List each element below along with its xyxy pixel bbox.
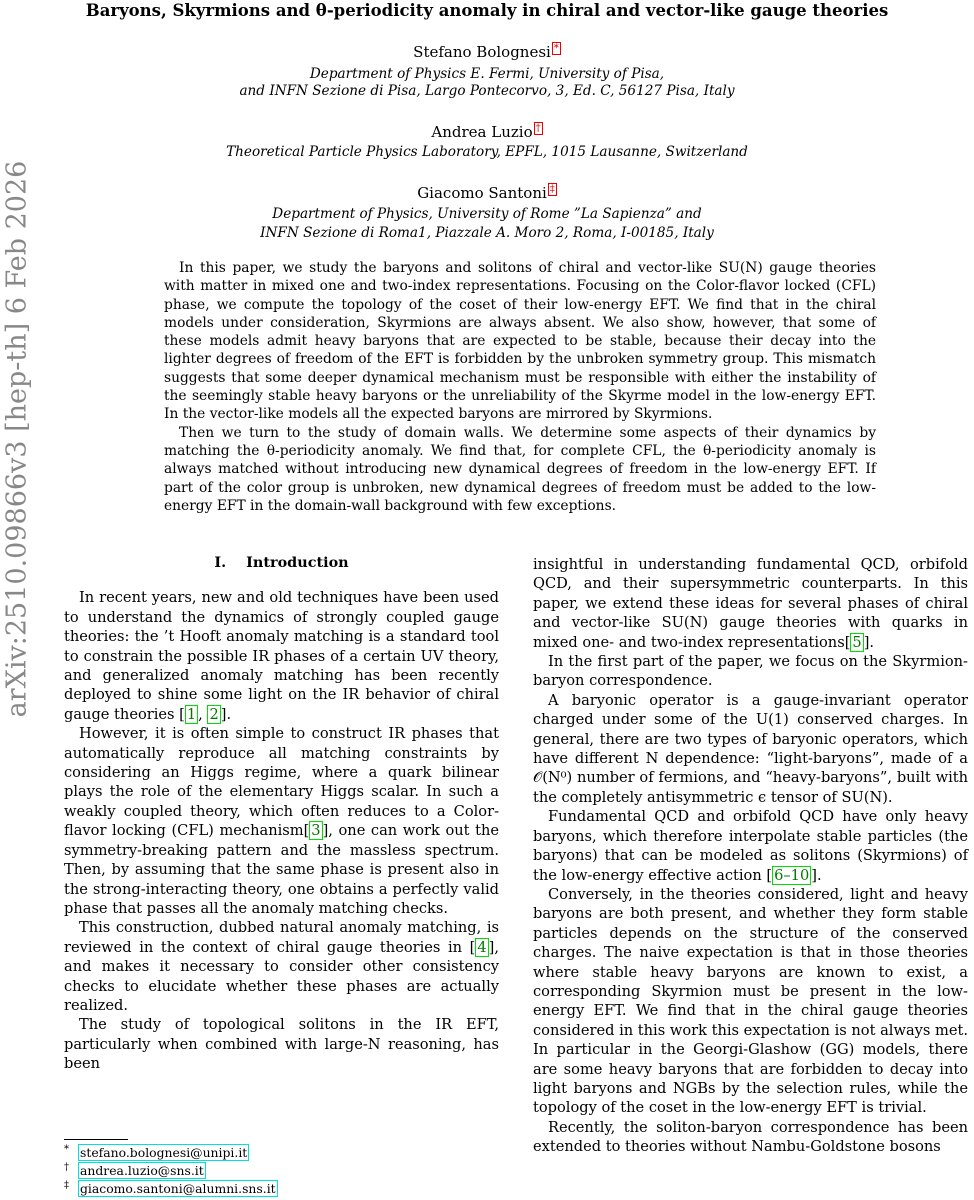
email-link[interactable]: stefano.bolognesi@unipi.it (80, 1145, 248, 1161)
author-1 (0, 43, 974, 61)
footnote-link[interactable]: ‡ (549, 184, 555, 195)
body-paragraph: Recently, the soliton-baryon correspondence has been extended to theories without Nambu-Goldstone bosons (533, 1118, 968, 1156)
footnote-link[interactable]: * (553, 43, 559, 54)
footnote-1 (64, 1145, 249, 1161)
body-paragraph: Conversely, in the theories considered, light and heavy baryons are both present, and whether they form stable particles depends on the structure of the conserved charges. The naive expectation is that in those theories where stable heavy baryons are known to exist, a corresponding Skyrmion must be present in the low-energy EFT. We find that in the chiral gauge theories considered in this work this expectation is not always met. In particular in the Georgi-Glashow (GG) models, there are some heavy baryons that are forbidden to decay into light baryons and NGBs by the selection rules, while the topology of the coset in the low-energy EFT is trivial. (533, 885, 968, 1117)
author-name: Andrea Luzio (431, 123, 533, 141)
right-column (533, 555, 968, 1157)
citation-link[interactable]: 2 (209, 705, 219, 723)
author-name: Stefano Bolognesi (413, 43, 551, 61)
footnote-2 (64, 1163, 206, 1179)
arxiv-id[interactable]: arXiv:2510.09866v3 [hep-th] 6 Feb 2026 (1, 160, 33, 718)
body-paragraph: However, it is often simple to construct IR phases that automatically reproduce all matching constraints by considering an Higgs regime, where a quark bilinear plays the role of the elementary Higgs scalar. In such a weakly coupled theory, which often reduces to a Color-flavor locking (CFL) mechanism[ 3 ], one can work out the symmetry-breaking pattern and the massless spectrum. Then, by assuming that the same phase is present also in the strong-interacting theory, one obtains a perfectly valid phase that passes all the anomaly matching checks. (64, 725, 499, 917)
footnote-3 (64, 1181, 278, 1197)
paper-title: Baryons, Skyrmions and θ-periodicity anomaly in chiral and vector-like gauge theories (85, 1, 889, 20)
section-title: Introduction (246, 554, 349, 571)
section-heading (64, 553, 499, 572)
footnote-rule (64, 1139, 128, 1140)
citation-link[interactable]: 6–10 (774, 866, 810, 884)
author-3-affiliation-line-2: INFN Sezione di Roma1, Piazzale A. Moro 2, Roma, I-00185, Italy (260, 225, 714, 241)
footnote-link[interactable]: † (535, 123, 541, 134)
abstract-paragraph-2: Then we turn to the study of domain walls. We determine some aspects of their dynamics by matching the θ-periodicity anomaly. We find that, for complete CFL, the θ-periodicity anomaly is always matched without introducing new dynamical degrees of freedom in the low-energy EFT. If part of the color group is unbroken, new dynamical degrees of freedom must be added to the low-energy EFT in the domain-wall background with few exceptions. (164, 424, 876, 514)
body-paragraph: A baryonic operator is a gauge-invariant operator charged under some of the U(1) conserved charges. In general, there are two types of baryonic operators, which have different N dependence: “light-baryons”, made of a 𝒪(N⁰) number of fermions, and “heavy-baryons”, built with the completely antisymmetric ϵ tensor of SU(N). (533, 691, 968, 806)
body-paragraph: In the first part of the paper, we focus on the Skyrmion-baryon correspondence. (533, 653, 968, 690)
footnote-symbol: * (64, 1144, 69, 1155)
author-2-affiliation: Theoretical Particle Physics Laboratory, EPFL, 1015 Lausanne, Switzerland (226, 144, 748, 160)
citation-link[interactable]: 1 (186, 705, 197, 723)
author-3-affiliation-line-1: Department of Physics, University of Rome ”La Sapienza” and (272, 206, 702, 222)
body-paragraph: Fundamental QCD and orbifold QCD have only heavy baryons, which therefore interpolate stable particles (the baryons) that can be modeled as solitons (Skyrmions) of the low-energy effective action [ 6–10 ]. (533, 808, 968, 884)
citation-link[interactable]: 5 (852, 633, 862, 651)
footnote-symbol: ‡ (64, 1180, 69, 1191)
author-1-affiliation-line-2: and INFN Sezione di Pisa, Largo Pontecorvo, 3, Ed. C, 56127 Pisa, Italy (239, 83, 735, 99)
footnote-symbol: † (64, 1162, 69, 1173)
body-paragraph: This construction, dubbed natural anomaly matching, is reviewed in the context of chiral gauge theories in [ 4 ], and makes it necessary to consider other consistency checks to elucidate whether these phases are actually realized. (64, 919, 499, 1014)
email-link[interactable]: andrea.luzio@sns.it (80, 1163, 204, 1179)
citation-link[interactable]: 4 (477, 938, 487, 956)
email-link[interactable]: giacomo.santoni@alumni.sns.it (80, 1181, 276, 1197)
left-column (64, 553, 499, 1074)
body-paragraph: The study of topological solitons in the IR EFT, particularly when combined with large-N reasoning, has been (64, 1016, 499, 1073)
arxiv-identifier-stamp (1, 160, 33, 718)
body-paragraph: insightful in understanding fundamental QCD, orbifold QCD, and their supersymmetric counterparts. In this paper, we extend these ideas for several phases of chiral and vector-like SU(N) gauge theories with quarks in mixed one- and two-index representations[ 5 ]. (533, 556, 968, 651)
author-3 (0, 184, 974, 202)
section-number: I. (214, 554, 227, 571)
abstract-paragraph-1: In this paper, we study the baryons and solitons of chiral and vector-like SU(N) gauge theories with matter in mixed one and two-index representations. Focusing on the Color-flavor locked (CFL) phase, we compute the topology of the coset of their low-energy EFT. We find that in the chiral models under consideration, Skyrmions are always absent. We also show, however, that some of these models admit heavy baryons that are expected to be stable, because their decay into the lighter degrees of freedom of the EFT is forbidden by the unbroken symmetry group. This mismatch suggests that some deeper dynamical mechanism must be responsible with either the instability of the seemingly stable heavy baryons or the unreliability of the Skyrme model in the low-energy EFT. In the vector-like models all the expected baryons are mirrored by Skyrmions. (164, 260, 876, 423)
author-2 (0, 123, 974, 141)
citation-link[interactable]: 3 (311, 822, 321, 840)
author-1-affiliation-line-1: Department of Physics E. Fermi, University of Pisa, (309, 66, 665, 82)
author-name: Giacomo Santoni (417, 184, 547, 202)
body-paragraph: In recent years, new and old techniques have been used to understand the dynamics of strongly coupled gauge theories: the ’t Hooft anomaly matching is a standard tool to constrain the possible IR phases of a certain UV theory, and generalized anomaly matching has been recently deployed to shine some light on the IR behavior of chiral gauge theories [ 1 , 2 ]. (64, 589, 499, 723)
abstract (164, 259, 876, 515)
